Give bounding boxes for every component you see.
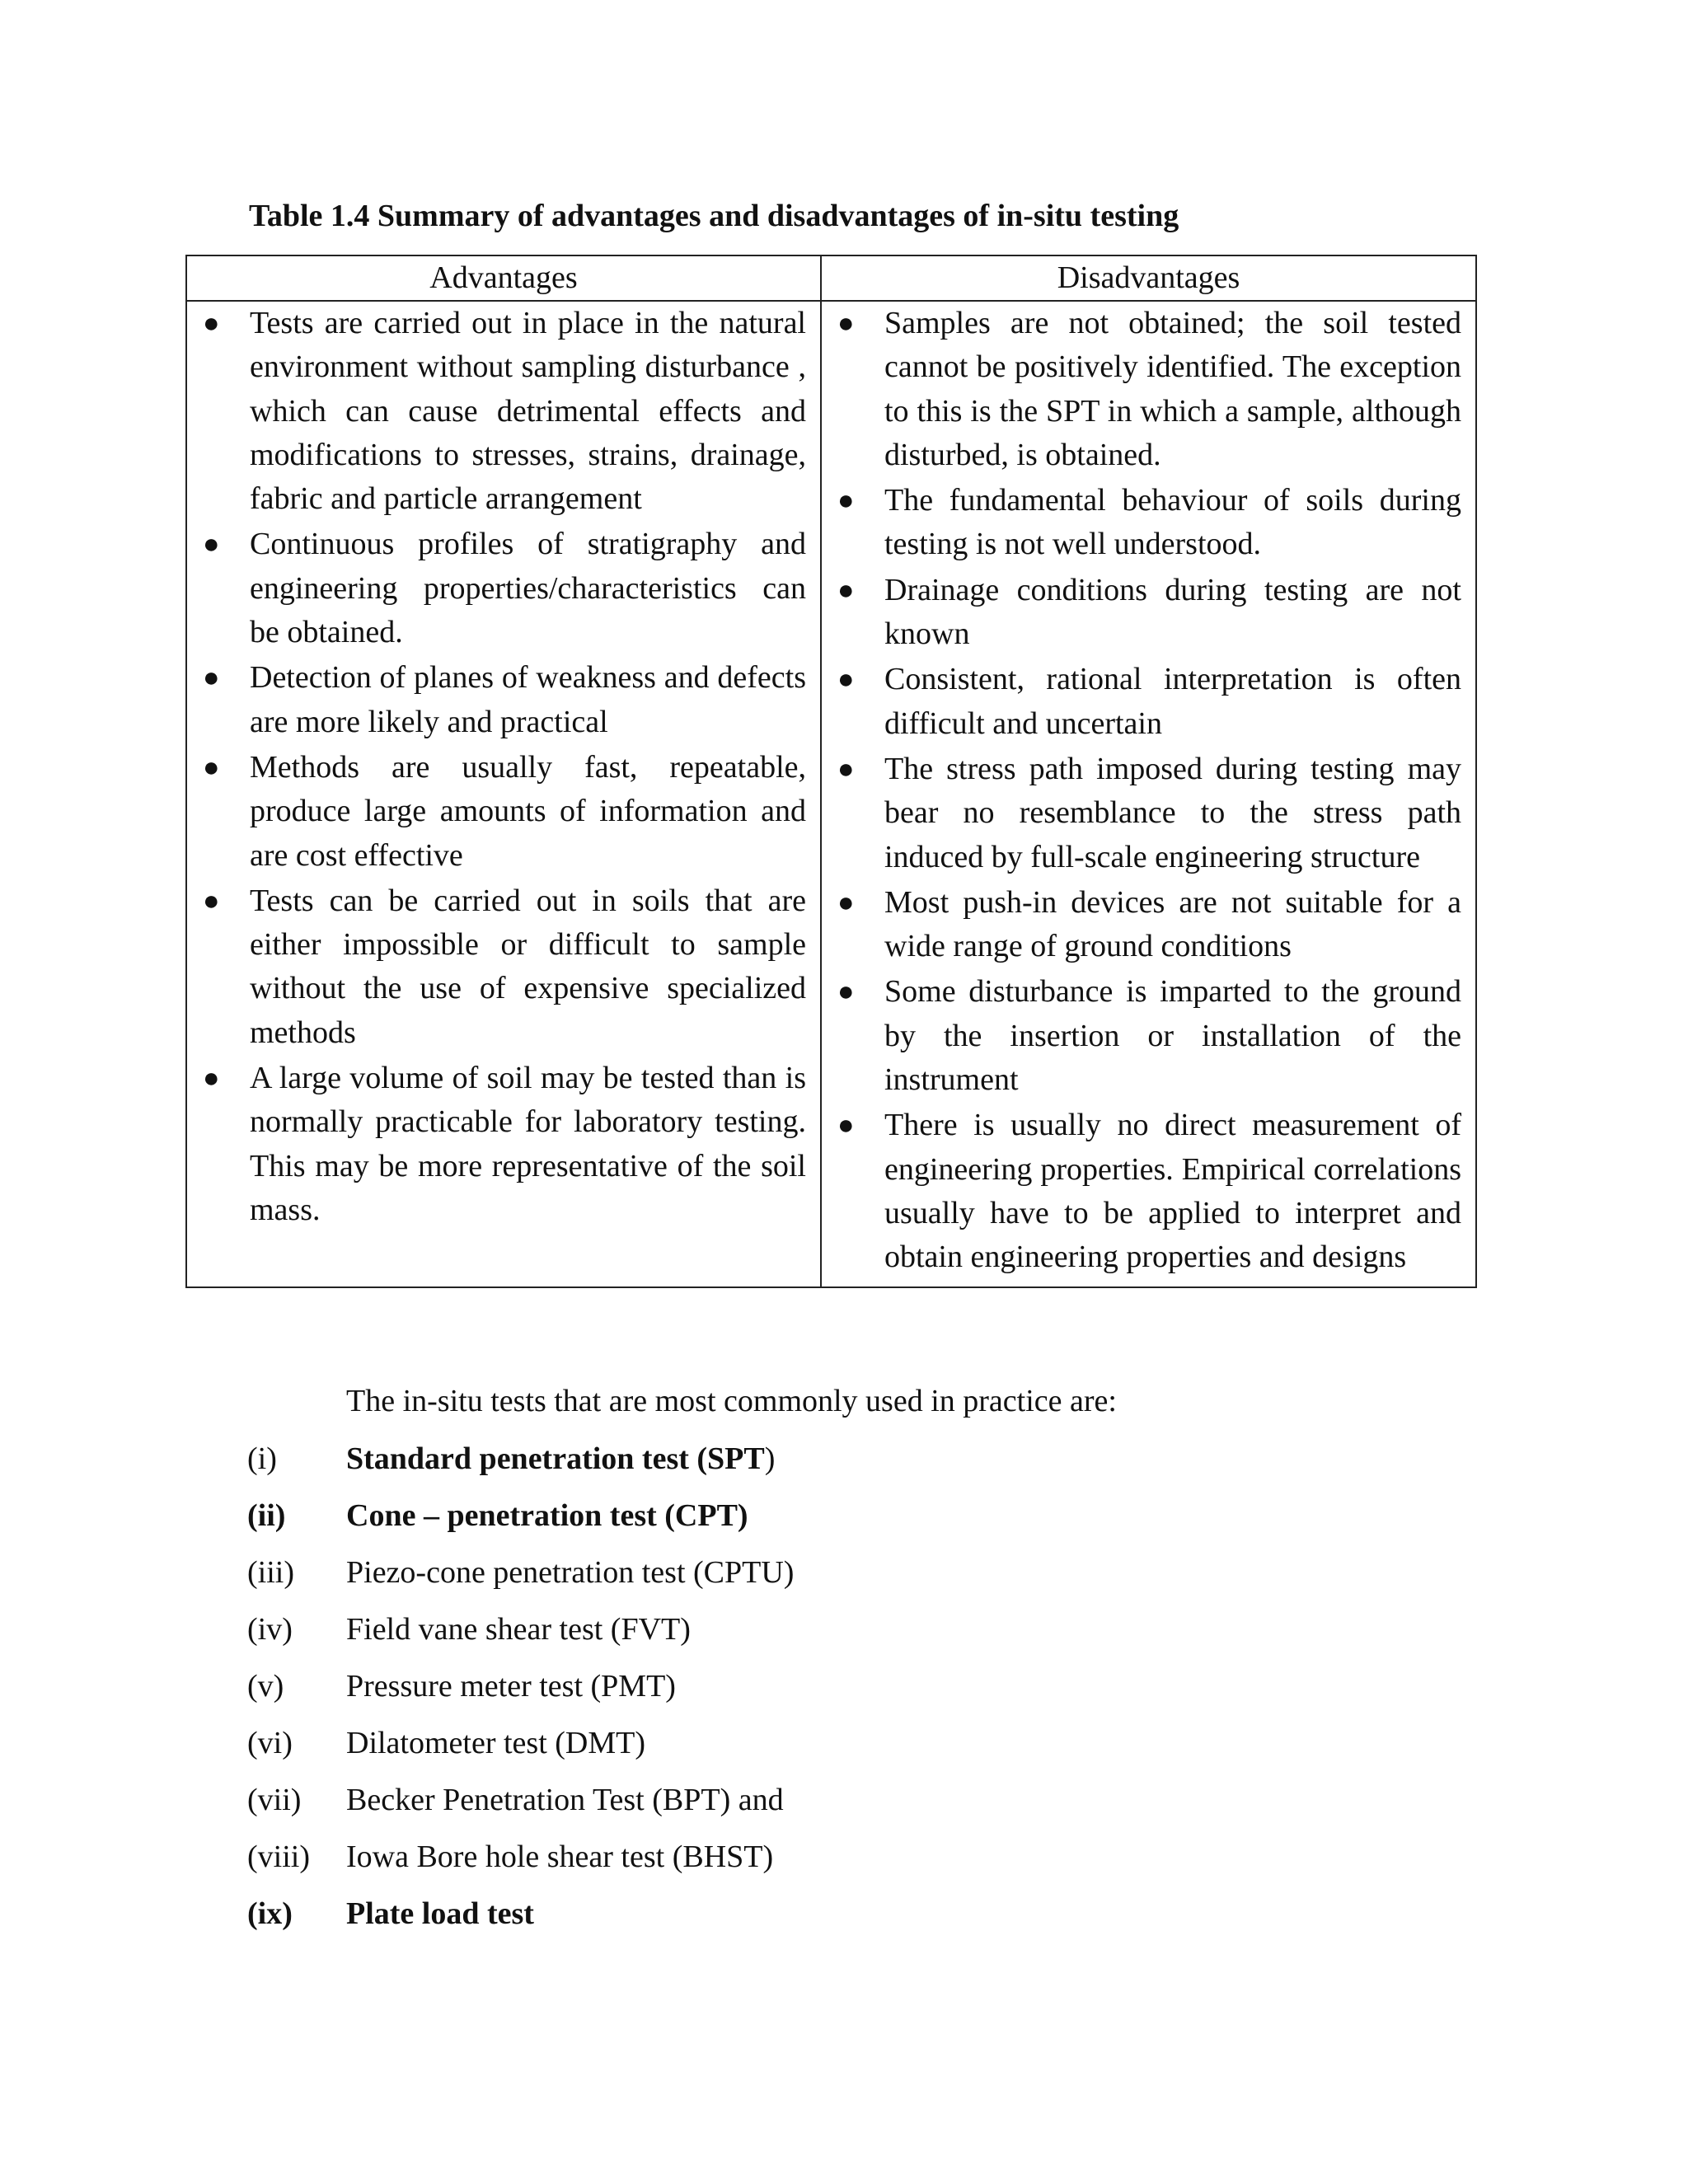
list-number: (iv) [247, 1612, 293, 1647]
bullet-icon: ● [837, 574, 855, 606]
bullet-icon: ● [837, 485, 855, 517]
test-name: Cone – penetration test (CPT) [346, 1498, 748, 1533]
disadvantage-text: The stress path imposed during testing may bear no resemblance to the stress path induced by full-scale engineering structure [884, 751, 1461, 874]
disadvantage-text: Some disturbance is imparted to the ground by the insertion or installation of the instrument [884, 974, 1461, 1098]
bullet-icon: ● [837, 753, 855, 785]
list-item [201, 1057, 806, 1232]
bullet-icon: ● [837, 664, 855, 696]
list-number: (viii) [247, 1840, 310, 1874]
list-item [247, 1835, 794, 1892]
list-item [836, 658, 1461, 746]
test-name: Becker Penetration Test (BPT) and [346, 1783, 784, 1817]
disadvantage-text: There is usually no direct measurement of engineering properties. Empirical correlations usually have to be applied to interpret and obtain engineering properties and designs [884, 1108, 1461, 1275]
list-item [201, 302, 806, 521]
tests-intro: The in-situ tests that are most commonly used in practice are: [346, 1384, 1117, 1418]
list-item [836, 970, 1461, 1102]
advantage-text: Methods are usually fast, repeatable, produce large amounts of information and are cost effective [250, 749, 806, 873]
advantage-text: Tests are carried out in place in the natural environment without sampling disturbance , which can cause detrimental effects and modifications to stresses, strains, drainage, fabric and particle arrangement [250, 306, 806, 517]
disadvantage-text: The fundamental behaviour of soils during testing is not well understood. [884, 483, 1461, 562]
bullet-icon: ● [203, 1063, 220, 1094]
test-name: Standard penetration test (SPT [346, 1441, 765, 1476]
list-item [247, 1722, 794, 1779]
table-body-row [186, 301, 1476, 1287]
advantage-text: Tests can be carried out in soils that are either impossible or difficult to sample without the use of expensive specialized methods [250, 883, 806, 1050]
list-number: (vi) [247, 1726, 293, 1760]
list-number: (vii) [247, 1783, 302, 1817]
list-number: (ii) [247, 1498, 286, 1533]
list-item [201, 746, 806, 878]
header-advantages: Advantages [186, 255, 821, 301]
bullet-icon: ● [203, 752, 220, 783]
test-name: Pressure meter test (PMT) [346, 1669, 676, 1704]
list-item [247, 1665, 794, 1722]
bullet-icon: ● [837, 1110, 855, 1141]
table-header-row [186, 255, 1476, 301]
advantage-text: A large volume of soil may be tested than is normally practicable for laboratory testing. This may be more representative of the soil mass. [250, 1061, 806, 1227]
list-item [836, 569, 1461, 657]
advantage-text: Detection of planes of weakness and defects are more likely and practical [250, 660, 806, 739]
in-situ-tests-list [247, 1437, 794, 1949]
list-item [836, 1104, 1461, 1279]
disadvantage-text: Consistent, rational interpretation is often difficult and uncertain [884, 662, 1461, 741]
test-name-tail: ) [764, 1441, 776, 1476]
list-item [201, 656, 806, 744]
list-item [247, 1779, 794, 1835]
list-item [836, 302, 1461, 477]
disadvantage-text: Drainage conditions during testing are not known [884, 572, 1461, 652]
list-item [247, 1551, 794, 1608]
disadvantages-list [836, 302, 1461, 1280]
test-name: Dilatometer test (DMT) [346, 1726, 646, 1760]
disadvantages-cell [821, 301, 1476, 1287]
bullet-icon: ● [203, 529, 220, 560]
list-item [836, 479, 1461, 567]
bullet-icon: ● [837, 977, 855, 1008]
bullet-icon: ● [837, 308, 855, 339]
test-name: Piezo-cone penetration test (CPTU) [346, 1555, 795, 1590]
list-item [247, 1494, 794, 1551]
bullet-icon: ● [203, 885, 220, 916]
list-item [201, 523, 806, 654]
table-caption: Table 1.4 Summary of advantages and disadvantages of in-situ testing [249, 199, 1179, 233]
list-item [247, 1892, 794, 1949]
disadvantage-text: Most push-in devices are not suitable for a wide range of ground conditions [884, 884, 1461, 964]
test-name: Plate load test [346, 1896, 534, 1931]
list-number: (iii) [247, 1555, 294, 1590]
list-item [247, 1437, 794, 1494]
list-item [836, 881, 1461, 969]
advantage-text: Continuous profiles of stratigraphy and engineering properties/characteristics can be obtained. [250, 527, 806, 650]
bullet-icon: ● [203, 663, 220, 694]
advantages-disadvantages-table [185, 255, 1477, 1288]
list-item [247, 1608, 794, 1665]
list-number: (ix) [247, 1896, 293, 1931]
bullet-icon: ● [203, 308, 220, 339]
header-disadvantages: Disadvantages [821, 255, 1476, 301]
list-number: (i) [247, 1441, 277, 1476]
advantages-cell [186, 301, 821, 1287]
test-name: Iowa Bore hole shear test (BHST) [346, 1840, 774, 1874]
test-name: Field vane shear test (FVT) [346, 1612, 691, 1647]
list-number: (v) [247, 1669, 284, 1704]
advantages-list [201, 302, 806, 1232]
list-item [201, 879, 806, 1055]
disadvantage-text: Samples are not obtained; the soil tested cannot be positively identified. The exception to this is the SPT in which a sample, although disturbed, is obtained. [884, 306, 1461, 472]
list-item [836, 748, 1461, 879]
bullet-icon: ● [837, 887, 855, 918]
